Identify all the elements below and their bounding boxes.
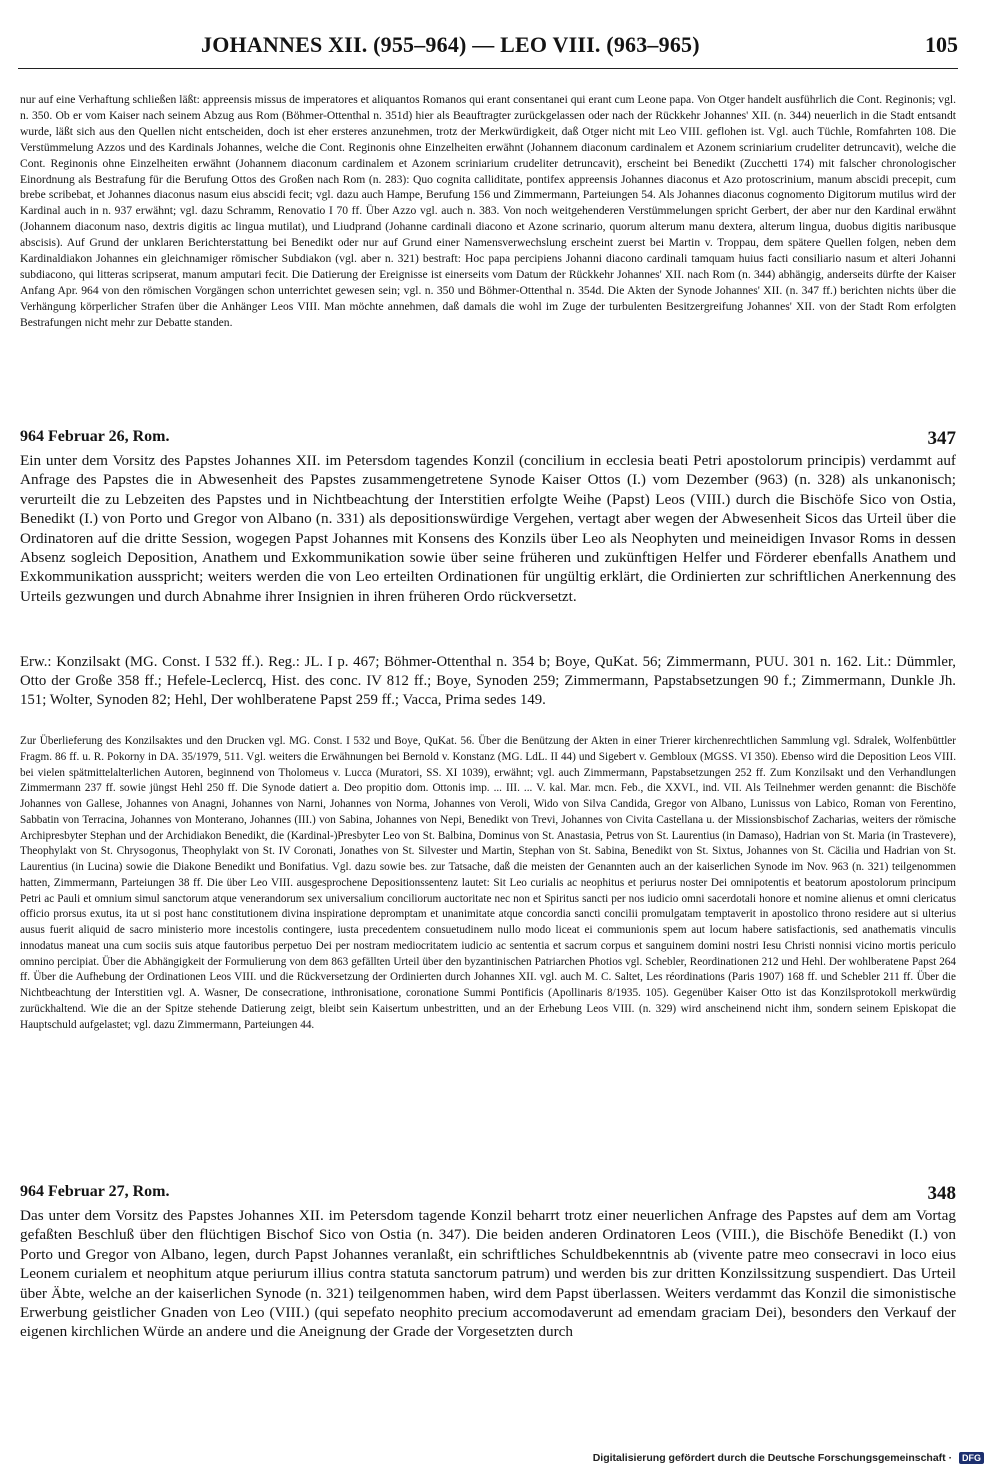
dfg-logo-icon: DFG [959,1452,984,1464]
digitization-credit [593,1452,984,1464]
header-rule [18,68,958,69]
footnote-text: nur auf eine Verhaftung schließen läßt: appreensis missus de imperatores et aliquantos Romanos qui erant consentanei qui erant cum Leone papa. Von Otger handelt ausführlich die Cont. Reginonis; vgl. n. 350. Ob er vom Kaiser nach seinem Abzug aus Rom (Böhmer-Ottenthal n. 351d) hier als Beauftragter zurückgelassen oder nach der Rückkehr Johannes' XII. (n. 344) neuerlich in die Stadt entsandt wurde, läßt sich aus den Quellen nicht entscheiden, doch ist eher ersteres anzunehmen, trotz der Merkwürdigkeit, daß Otger nicht mit Leo VIII. geflohen ist. Vgl. auch Tüchle, Romfahrten 108. Die Verstümmelung Azzos und des Kardinals Johannes, welche die Cont. Reginonis ohne Einzelheiten erwähnt (Johannem diaconum cardinalem et Azonem scriniarium crudeliter detruncavit), welche die Cont. Reginonis ohne Einzelheiten erwähnt (Johannem diaconum cardinalem et Azonem scriniarium crudeliter detruncavit), erscheint bei Benedikt (Zucchetti 174) mit falscher chronologischer Einordnung als Bestrafung für die Berufung Ottos des Großen nach Rom (n. 283): Quo cognita calliditate, pontifex appreensis Johannes diaconus et Azo protoscrinium, manum abscidi precepit, cum brebe scribebat, et Johannes diaconus nasum eius abscidi fecit; vgl. dazu auch Hampe, Berufung 156 und Zimmermann, Parteiungen 54. Als Johannes diaconus cognomento Digitorum mutilus wird der Kardinal auch in n. 937 erwähnt; vgl. dazu Schramm, Renovatio I 70 ff. Über Azzo vgl. auch n. 383. Von noch weitgehenderen Verstümmelungen spricht Gerbert, der aber nur den Kardinal erwähnt (Johannem diaconum naso, dextris digitis ac lingua mutilat), und Liudprand (Johanne cardinali diacono et Azone scrinario, quorum alterum manu dextera, alterum lingua, duobus digitis naribusque abscisis). Auf Grund der unklaren Berichterstattung bei Benedikt oder nur auf Grund einer Namensverwechslung erscheint zuerst bei Martin v. Troppau, dem spätere Quellen folgen, neben dem Kardinaldiakon Johannes ein gleichnamiger römischer Subdiakon (vgl. aber n. 321) bestraft: Hoc papa percipiens Johanni diacono cardinali tamquam huius facti consiliario nasum et alteri Johanni subdiacono, qui litteras scripserat, manum amputari fecit. Die Datierung der Ereignisse ist einerseits vom Datum der Rückkehr Johannes' XII. nach Rom (n. 344) abhängig, anderseits dürfte der Kaiser Anfang Apr. 964 von den römischen Vorgängen schon unterrichtet gewesen sein; vgl. n. 350 und Böhmer-Ottenthal n. 354d. Die Akten der Synode Johannes' XII. (n. 347 ff.) berichten nichts über die Verhängung körperlicher Strafen über die Anhänger Leos VIII. Man möchte annehmen, daß damals die wohl im Zuge der turbulenten Besitzergreifung Johannes' XII. von der Stadt Rom erfolgten Bestrafungen nicht mehr zur Debatte standen. [20,93,956,329]
entry-347-sources-text: Erw.: Konzilsakt (MG. Const. I 532 ff.). Reg.: JL. I p. 467; Böhmer-Ottenthal n. 354 b; Boye, QuKat. 56; Zimmermann, PUU. 301 n. 162. Lit.: Dümmler, Otto der Große 358 ff.; Hefele-Leclercq, Hist. des conc. IV 812 ff.; Boye, Synoden 259; Zimmermann, Papstabsetzungen 90 f.; Zimmermann, Dunkle Jh. 151; Wolter, Synoden 82; Hehl, Der wohlberatene Papst 259 ff.; Vacca, Prima sedes 149. [20,654,956,708]
entry-347-regest [20,451,956,606]
entry-347-heading [20,428,956,452]
entry-347-text: Ein unter dem Vorsitz des Papstes Johannes XII. im Petersdom tagendes Konzil (concilium in ecclesia beati Petri apostolorum principis) verdammt auf Anfrage des Papstes die in Abwesenheit des Papstes zusammengetretene Synode Kaiser Ottos (I.) vom Dezember (963) (n. 328) als unkanonisch; verurteilt die zu Lebzeiten des Papstes und in Nichtbeachtung der Interstitien erfolgte Weihe (Papst) Leos (VIII.) durch die Bischöfe Sico von Ostia, Benedikt (I.) von Porto und Gregor von Albano (n. 331) als depositionswürdige Vergehen, vertagt aber wegen der Abwesenheit Sicos das Urteil über die Ordinatoren auf die dritte Session, wogegen Papst Johannes mit Konsens des Konzils über Leo als Neophyten und meineidigen Invasor Roms in dessen Absenz sogleich Deposition, Anathem und Exkommunikation sowie über seine früheren und zukünftigen Helfer und Förderer ebenfalls Anathem und Exkommunikation ausspricht; weiters werden die von Leo erteilten Ordinationen für ungültig erklärt, die Ordinierten zur schriftlichen Anerkennung des Urteils gezwungen und durch Abnahme ihrer Insignien in ihren früheren Ordo rückversetzt. [20,452,956,605]
entry-347-commentary [20,734,956,1033]
entry-348-regest [20,1206,956,1342]
entry-347-number: 347 [927,428,956,449]
entry-347-commentary-text: Zur Überlieferung des Konzilsaktes und den Drucken vgl. MG. Const. I 532 und Boye, QuKat. 56. Über die Benützung der Akten in einer Trierer kirchenrechtlichen Sammlung vgl. Sdralek, Wolfenbüttler Fragm. 86 ff. u. R. Pokorny in DA. 35/1979, 511. Vgl. weiters die Erwähnungen bei Bernold v. Konstanz (MG. LdL. II 44) und Sigebert v. Gembloux (MGSS. VI 350). Ebenso wird die Deposition Leos VIII. bei vielen spätmittelalterlichen Autoren, beginnend von Tholomeus v. Lucca (Muratori, SS. XI 1039), erwähnt; vgl. auch Zimmermann, Papstabsetzungen 252 ff. Zum Konzilsakt und den Verhandlungen Zimmermann 237 ff. sowie jüngst Hehl 250 ff. Die Synode datiert a. Deo propitio dom. Ottonis imp. ... III. ... V. kal. Mar. mcn. Feb., die XXVI., ind. VII. Als Teilnehmer werden genannt: die Bischöfe Johannes von Gallese, Johannes von Anagni, Johannes von Narni, Johannes von Norma, Johannes von Veroli, Wido von Silva Candida, Gregor von Albano, Lunissus von Labico, Roman von Ferentino, Sabbatin von Terracina, Johannes von Monterano, Johannes (III.) von Sabina, Johannes von Nepi, Benedikt von Trevi, Johannes von Civita Castellana u. der Missionsbischof Zacharias, weiters der römische Archipresbyter Stephan und der Archidiakon Benedikt, die (Kardinal-)Presbyter Leo von St. Balbina, Dominus von St. Anastasia, Petrus von St. Laurentius (in Damaso), Hadrian von St. Maria (in Trastevere), Theophylakt von St. Chrysogonus, Theophylakt von St. IV Coronati, Jonathes von St. Silvester und Martin, Stephan von St. Sabina, Benedikt von St. Sixtus, Johannes von St. Cäcilia und Hadrian von St. Laurentius (in Lucina) sowie die Diakone Benedikt und Bonifatius. Vgl. dazu sowie bes. zur Tatsache, daß die meisten der Genannten auch an der kaiserlichen Synode im Nov. 963 (n. 321) teilgenommen hatten, Zimmermann, Parteiungen 38 ff. Die über Leo VIII. ausgesprochene Depositionssentenz lautet: Sit Leo curialis ac neophitus et periurus noster Dei omnipotentis et beatorum apostolorum principum Petri ac Pauli et omnium simul sanctorum atque venerandorum sex universalium conciliorum auctoritate nec non et Spiritus sancti per nos iudicio omni sacerdotali honore et nomine alienus et omni clericatus officio prorsus exutus, ita ut si post hanc constitutionem divina inspiratione depromptam et unanimitate atque concordia sancti concilii promulgatam temptaverit in apostolico throno residere aut si ulterius ausus fuerit aliquid de sacro ministerio more incestolis contingere, iusta precedentem consuetudinem nullo modo liceat ei communionis spem aut locum habere satisfactionis, sed anathematis vinculis innodatus maneat una cum sociis suis atque fautoribus perpetuo Dei per nostram mediocritatem iudicio ac sententia et sacrum corpus et sanguinem domini nostri Iesu Christi nonnisi vicino mortis periculo omnino percipiat. Über die Abhängigkeit der Formulierung von dem 863 gefällten Urteil über den byzantinischen Patriarchen Photios vgl. Schebler, Reordinationen 212 und Hehl. Der wohlberatene Papst 264 ff. Über die Aufhebung der Ordinationen Leos VIII. und die Rückversetzung der Ordinierten durch Johannes XII. vgl. auch M. C. Saltet, Les réordinations (Paris 1907) 168 ff. und Schebler 211 ff. Über die Nichtbeachtung der Interstitien vgl. A. Wasner, De consecratione, inthronisatione, coronatione Summi Pontificis (Apollinaris 8/1935. 105). Gegenüber Kaiser Otto ist das Konzilsprotokoll merkwürdig zurückhaltend. Wie die an der Spitze stehende Datierung zeigt, bleibt sein Kaisertum unbestritten, und an der Erhebung Leos VIII. (n. 329) wird anscheinend nicht ihm, sondern seinem Episkopat die Hauptschuld aufgelastet; vgl. dazu Zimmermann, Parteiungen 44. [20,735,956,1031]
entry-348-heading [20,1183,956,1207]
digitization-credit-text: Digitalisierung gefördert durch die Deutsche Forschungsgemeinschaft · [592,1452,953,1464]
entry-348-date: 964 Februar 27, Rom. [20,1183,170,1200]
entry-347-date: 964 Februar 26, Rom. [20,428,170,445]
running-head-title: JOHANNES XII. (955–964) — LEO VIII. (963–965) [201,32,700,57]
entry-348-number: 348 [927,1183,956,1204]
running-header [18,32,958,62]
entry-348-text: Das unter dem Vorsitz des Papstes Johannes XII. im Petersdom tagende Konzil beharrt trotz einer neuerlichen Anfrage des Papstes auf dem am Vortag gefaßten Beschluß über den flüchtigen Bischof Sico von Ostia (n. 347). Die beiden anderen Ordinatoren Leos (VIII.), die Bischöfe Benedikt (I.) von Porto und Gregor von Albano, legen, durch Papst Johannes veranlaßt, ein schriftliches Schuldbekenntnis ab (vivente patre meo consecravi in loco eius Leonem curialem et neophitum atque periurum illius contra statuta sanctorum patrum) und werden bis zur dritten Konzilssitzung suspendiert. Das Urteil über Äbte, welche an der kaiserlichen Synode (n. 321) teilgenommen haben, wird dem Papst überlassen. Weiters verdammt das Konzil die simonistische Erwerbung geistlicher Gnaden von Leo (VIII.) (qui sepefato neophito precium accomodaverunt ad emendam graciam Dei), besonders den Verkauf der eigenen kirchlichen Würde an andere und die Aneignung der Grade der Vorgesetzten durch [20,1207,956,1341]
footnote-continuation [20,92,956,331]
entry-347-sources [20,653,956,710]
page-number: 105 [925,32,958,57]
